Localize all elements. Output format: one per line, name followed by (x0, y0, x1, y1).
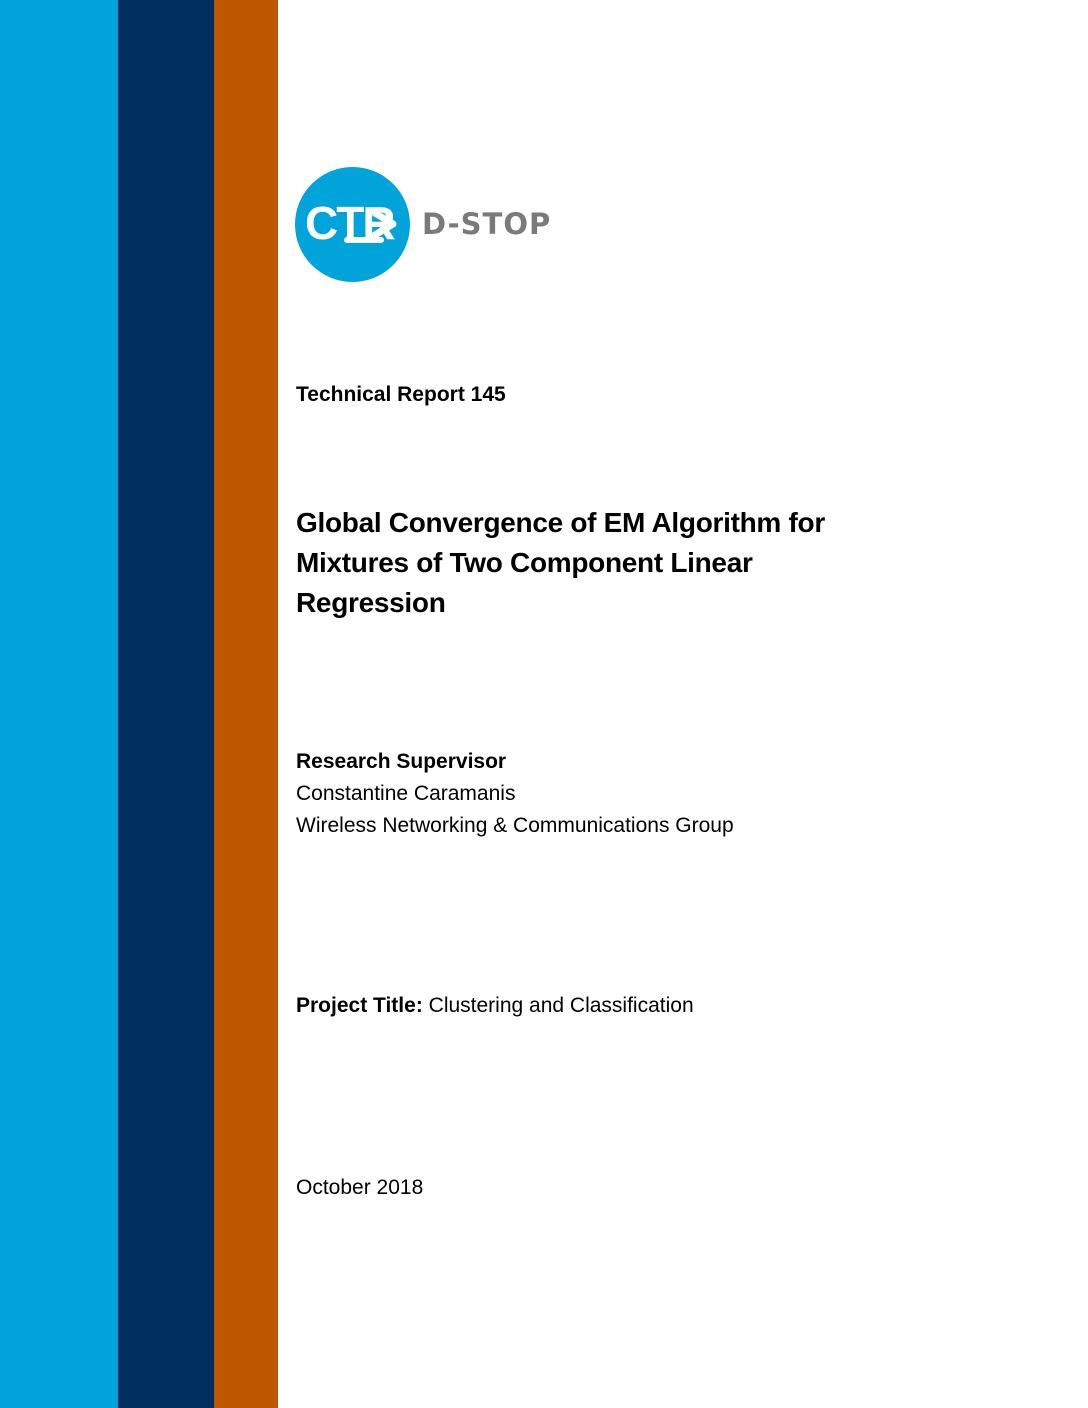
report-date: October 2018 (296, 1176, 424, 1199)
light-blue-stripe (0, 0, 118, 1408)
orange-stripe (214, 0, 278, 1408)
project-title-label: Project Title: (296, 994, 423, 1017)
logo-mark-text: CTR (305, 197, 394, 249)
report-number: Technical Report 145 (296, 383, 506, 406)
supervisor-heading: Research Supervisor (296, 750, 507, 773)
project-title-value: Clustering and Classification (428, 994, 694, 1017)
ctr-arrow-logo-icon (295, 167, 410, 282)
logo-wordmark: D-STOP (422, 207, 552, 241)
report-title-line: Mixtures of Two Component Linear (296, 547, 753, 578)
report-title-line: Regression (296, 587, 446, 618)
supervisor-group: Wireless Networking & Communications Group (296, 814, 734, 837)
ctr-dstop-logo (295, 167, 555, 283)
supervisor-name: Constantine Caramanis (296, 782, 516, 805)
navy-stripe (118, 0, 214, 1408)
project-title (296, 991, 694, 1021)
report-title (296, 503, 936, 623)
report-title-line: Global Convergence of EM Algorithm for (296, 507, 825, 538)
